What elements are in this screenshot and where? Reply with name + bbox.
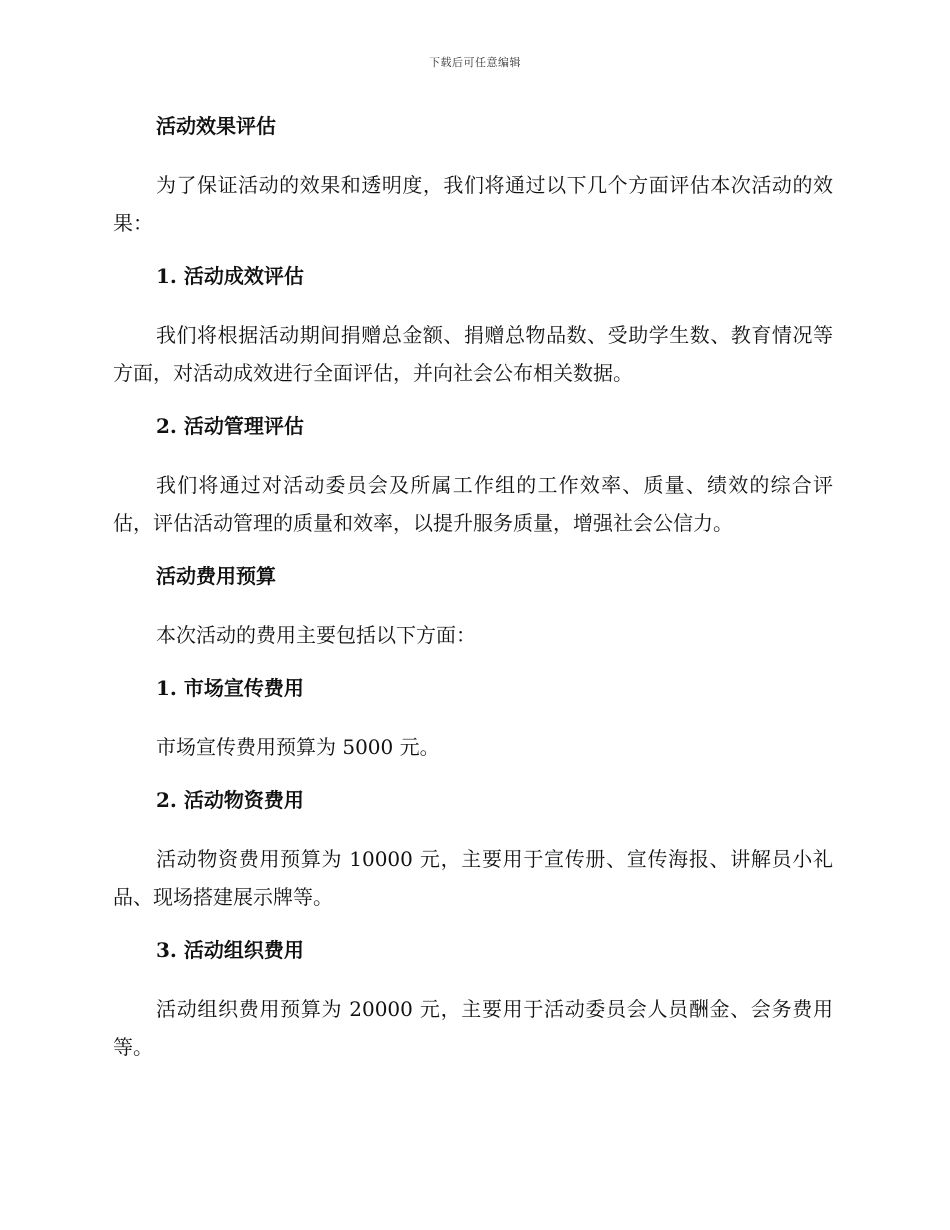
subheading-materials-cost: 2. 活动物资费用 — [156, 788, 304, 812]
section-heading-budget: 活动费用预算 — [156, 564, 276, 588]
subheading-organization-cost: 3. 活动组织费用 — [156, 938, 304, 962]
paragraph-organization-cost: 活动组织费用预算为 20000 元，主要用于活动委员会人员酬金、会务费用等。 — [113, 997, 833, 1059]
paragraph-budget-intro: 本次活动的费用主要包括以下方面： — [156, 623, 476, 647]
section-heading-effect-evaluation: 活动效果评估 — [156, 114, 276, 138]
paragraph-marketing-cost: 市场宣传费用预算为 5000 元。 — [156, 735, 440, 759]
header-note: 下载后可任意编辑 — [429, 56, 521, 69]
paragraph-outcome-evaluation: 我们将根据活动期间捐赠总金额、捐赠总物品数、受助学生数、教育情况等方面，对活动成效进行全面评估，并向社会公布相关数据。 — [113, 323, 833, 385]
subheading-marketing-cost: 1. 市场宣传费用 — [156, 676, 304, 700]
subheading-outcome-evaluation: 1. 活动成效评估 — [156, 264, 304, 288]
document-body — [113, 110, 833, 1066]
paragraph-effect-intro: 为了保证活动的效果和透明度，我们将通过以下几个方面评估本次活动的效果： — [113, 173, 833, 235]
subheading-management-evaluation: 2. 活动管理评估 — [156, 414, 304, 438]
paragraph-materials-cost: 活动物资费用预算为 10000 元，主要用于宣传册、宣传海报、讲解员小礼品、现场搭建展示牌等。 — [113, 847, 833, 909]
paragraph-management-evaluation: 我们将通过对活动委员会及所属工作组的工作效率、质量、绩效的综合评估，评估活动管理的质量和效率，以提升服务质量，增强社会公信力。 — [113, 473, 833, 535]
